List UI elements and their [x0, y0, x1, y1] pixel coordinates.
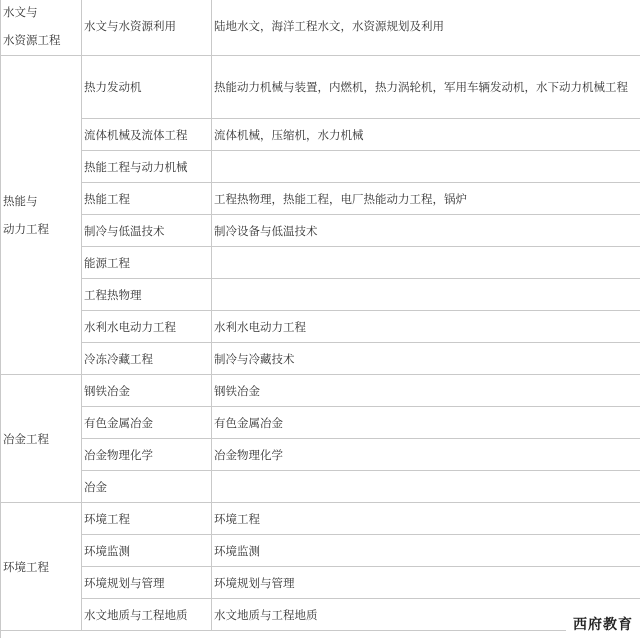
description-cell: 制冷与冷藏技术: [212, 343, 640, 375]
table-row: [1, 56, 640, 119]
sub-major-cell: 有色金属冶金: [82, 407, 212, 439]
sub-major-cell: 热力发动机: [82, 56, 212, 119]
watermark-logo: 西府教育: [566, 612, 640, 638]
description-cell: 热能动力机械与装置，内燃机，热力涡轮机，军用车辆发动机，水下动力机械工程: [212, 56, 640, 119]
sub-major-cell: 冶金物理化学: [82, 439, 212, 471]
table-row: [1, 535, 640, 567]
sub-major-cell: 水文地质与工程地质: [82, 599, 212, 631]
description-cell: [212, 247, 640, 279]
category-cell-metallurgy: 冶金工程: [1, 375, 82, 503]
description-cell: 工程热物理，热能工程，电厂热能动力工程，锅炉: [212, 183, 640, 215]
description-cell: 有色金属冶金: [212, 407, 640, 439]
category-line: 热能与: [3, 194, 38, 208]
category-line: 水文与: [3, 5, 38, 19]
description-cell: 流体机械，压缩机，水力机械: [212, 119, 640, 151]
table-row: [1, 375, 640, 407]
sub-major-cell: 环境监测: [82, 535, 212, 567]
description-cell: 钢铁冶金: [212, 375, 640, 407]
sub-major-cell: 冶金: [82, 471, 212, 503]
table-row: [1, 599, 640, 631]
sub-major-cell: 热能工程与动力机械: [82, 151, 212, 183]
description-cell: 环境工程: [212, 503, 640, 535]
description-cell: 制冷设备与低温技术: [212, 215, 640, 247]
table-row: [1, 215, 640, 247]
description-cell: [212, 151, 640, 183]
description-cell: 水利水电动力工程: [212, 311, 640, 343]
sub-major-cell: 水文与水资源利用: [82, 0, 212, 56]
table-row: [1, 0, 640, 56]
category-line: 水资源工程: [3, 33, 61, 47]
table-row: [1, 311, 640, 343]
sub-major-cell: 冷冻冷藏工程: [82, 343, 212, 375]
table-row: [1, 119, 640, 151]
table-row: [1, 567, 640, 599]
category-cell-environment: 环境工程: [1, 503, 82, 631]
description-cell: 冶金物理化学: [212, 439, 640, 471]
sub-major-cell: 制冷与低温技术: [82, 215, 212, 247]
table-row: [1, 183, 640, 215]
description-cell: 环境监测: [212, 535, 640, 567]
table-row: [1, 503, 640, 535]
sub-major-cell: 能源工程: [82, 247, 212, 279]
sub-major-cell: 工程热物理: [82, 279, 212, 311]
table-row: [1, 279, 640, 311]
table-row: [1, 151, 640, 183]
category-line: 动力工程: [3, 222, 49, 236]
category-cell-water: [1, 0, 82, 56]
table-row: [1, 247, 640, 279]
description-cell: 陆地水文，海洋工程水文，水资源规划及利用: [212, 0, 640, 56]
description-cell: [212, 279, 640, 311]
table-row: [1, 439, 640, 471]
sub-major-cell: 流体机械及流体工程: [82, 119, 212, 151]
table-row: [1, 471, 640, 503]
table-row: [1, 407, 640, 439]
description-cell: 水文地质与工程地质: [212, 599, 640, 631]
description-cell: [212, 471, 640, 503]
description-cell: 环境规划与管理: [212, 567, 640, 599]
sub-major-cell: 环境工程: [82, 503, 212, 535]
sub-major-cell: 环境规划与管理: [82, 567, 212, 599]
table-row: [1, 343, 640, 375]
category-cell-thermal: [1, 56, 82, 375]
sub-major-cell: 钢铁冶金: [82, 375, 212, 407]
sub-major-cell: 热能工程: [82, 183, 212, 215]
sub-major-cell: 水利水电动力工程: [82, 311, 212, 343]
